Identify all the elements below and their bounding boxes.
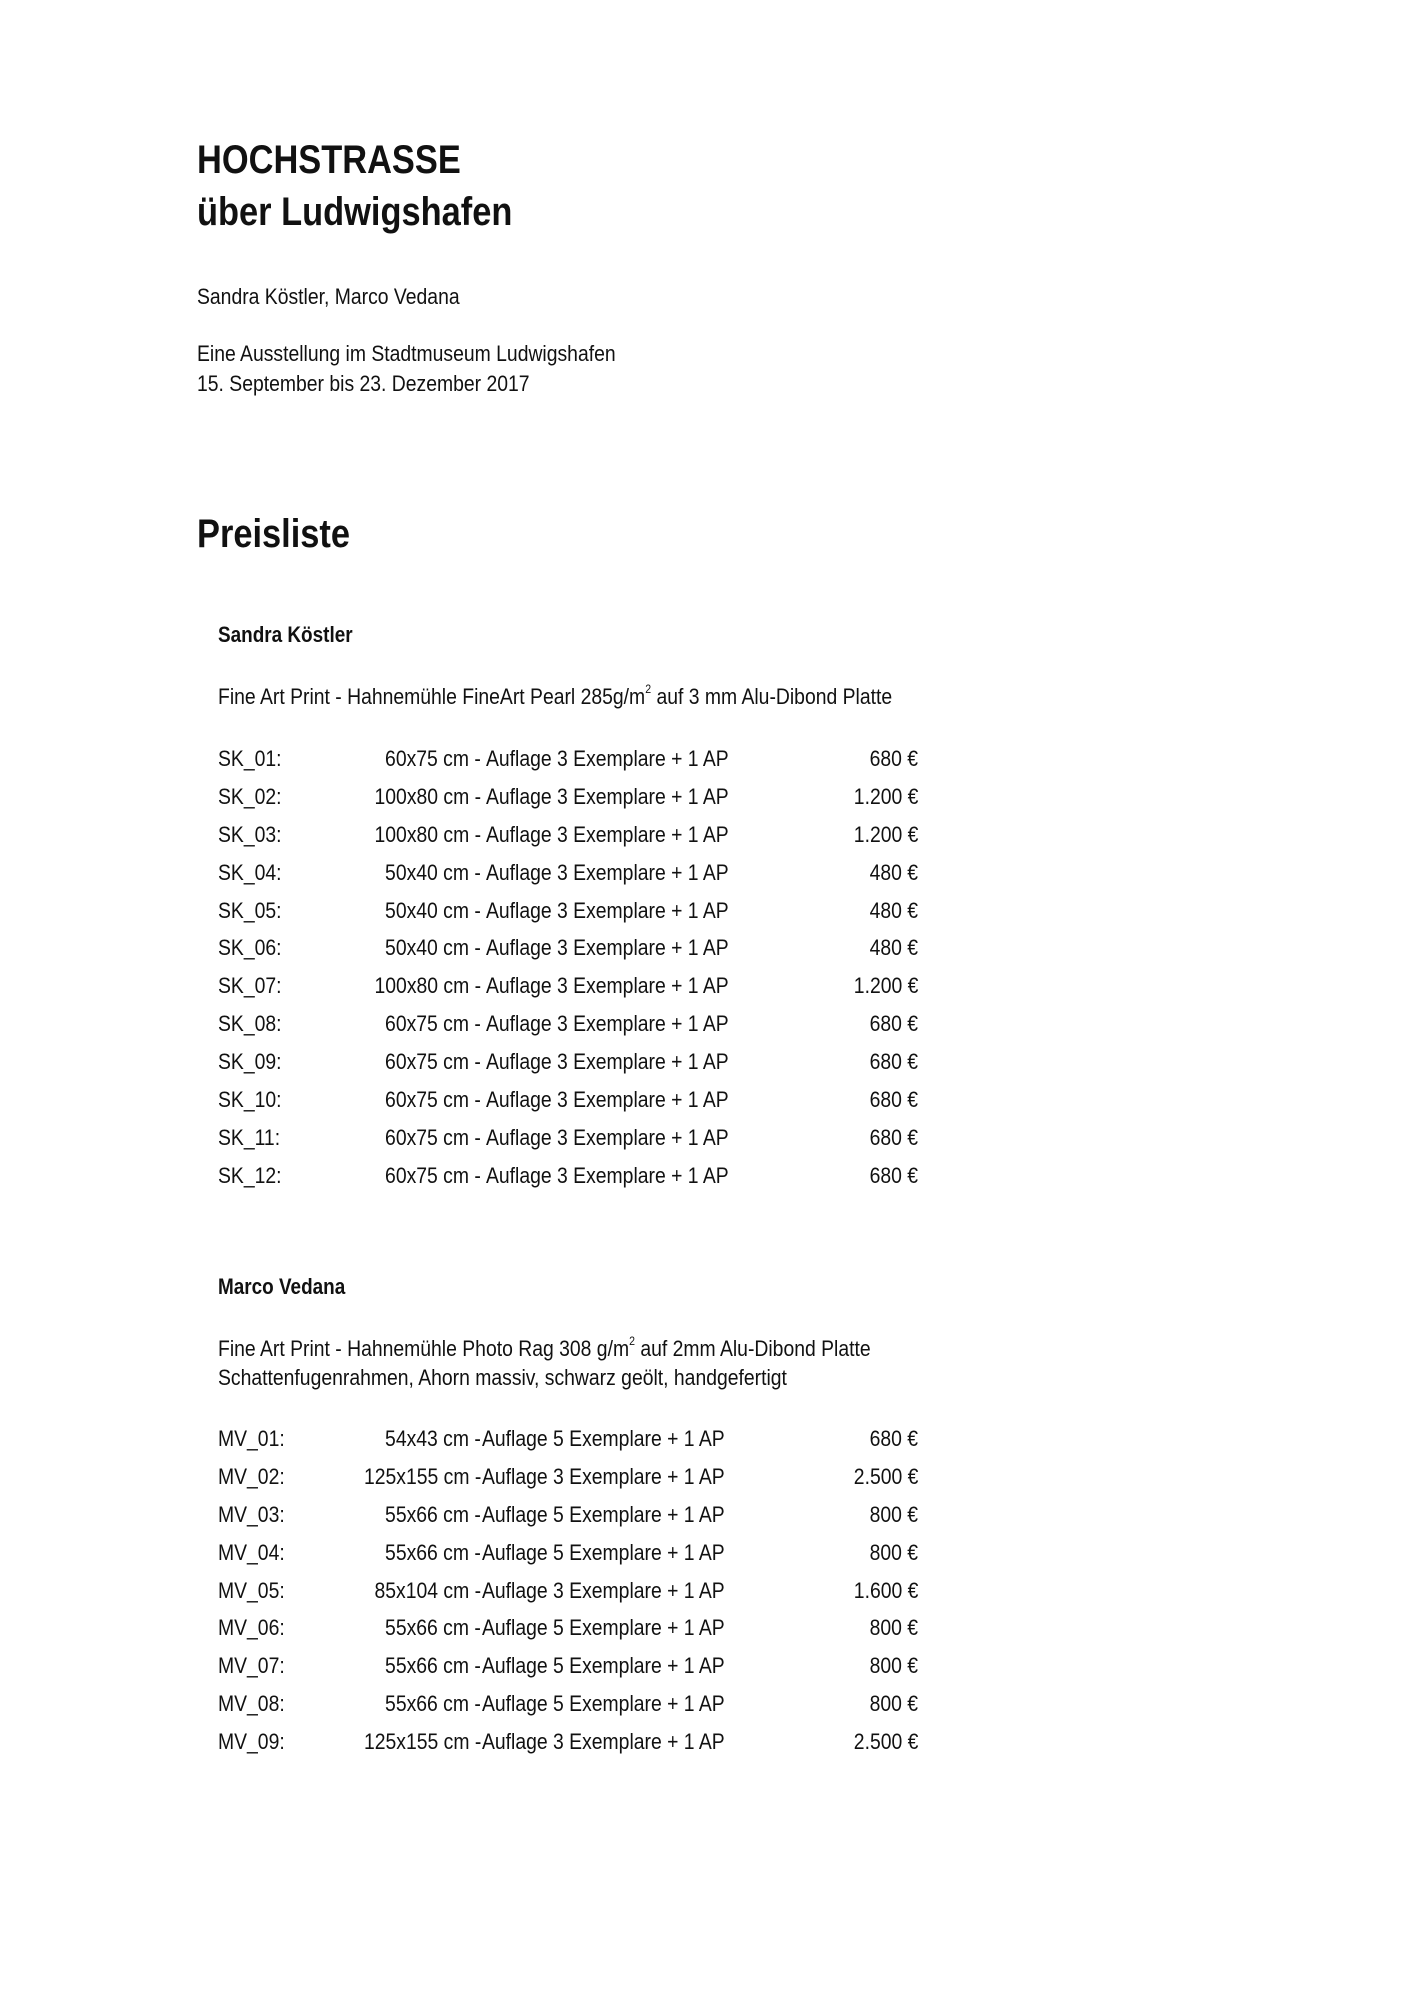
item-edition: Auflage 5 Exemplare + 1 AP — [482, 1539, 725, 1565]
item-edition: Auflage 3 Exemplare + 1 AP — [486, 1011, 729, 1037]
item-size: 100x80 cm - — [374, 821, 481, 847]
item-code: SK_05: — [218, 897, 282, 923]
price-table-vedana — [218, 1424, 918, 1765]
exhibition-venue: Eine Ausstellung im Stadtmuseum Ludwigshafen — [197, 341, 616, 366]
item-price: 480 € — [869, 859, 918, 885]
material-description-koestler — [218, 682, 892, 711]
item-price: 2.500 € — [853, 1729, 918, 1755]
superscript-2: 2 — [645, 682, 652, 696]
item-size: 55x66 cm - — [385, 1691, 481, 1717]
item-code: MV_03: — [218, 1501, 285, 1527]
item-price: 1.600 € — [853, 1577, 918, 1603]
table-row — [218, 1727, 918, 1765]
item-price: 680 € — [869, 1011, 918, 1037]
table-row — [218, 1462, 918, 1500]
item-edition: Auflage 3 Exemplare + 1 AP — [482, 1577, 725, 1603]
item-code: SK_11: — [218, 1124, 281, 1150]
item-code: SK_07: — [218, 973, 282, 999]
item-edition: Auflage 5 Exemplare + 1 AP — [482, 1653, 725, 1679]
table-row — [218, 1613, 918, 1651]
table-row — [218, 1500, 918, 1538]
item-price: 680 € — [869, 746, 918, 771]
item-code: MV_06: — [218, 1615, 285, 1641]
artist-name-vedana: Marco Vedana — [218, 1274, 346, 1299]
item-price: 680 € — [869, 1124, 918, 1150]
item-size: 85x104 cm - — [374, 1577, 481, 1603]
item-code: MV_07: — [218, 1653, 285, 1679]
superscript-2: 2 — [629, 1334, 635, 1348]
item-size: 60x75 cm - — [385, 1011, 481, 1037]
table-row — [218, 782, 918, 820]
item-price: 800 € — [869, 1653, 918, 1679]
item-edition: Auflage 3 Exemplare + 1 AP — [482, 1463, 725, 1489]
item-price: 800 € — [869, 1691, 918, 1717]
table-row — [218, 1161, 918, 1199]
table-row — [218, 1085, 918, 1123]
item-size: 125x155 cm - — [363, 1463, 481, 1489]
title-line-1: HOCHSTRASSE — [197, 138, 461, 182]
item-code: SK_10: — [218, 1087, 282, 1113]
table-row — [218, 896, 918, 934]
item-code: MV_02: — [218, 1463, 285, 1489]
item-edition: Auflage 5 Exemplare + 1 AP — [482, 1615, 725, 1641]
item-size: 54x43 cm - — [385, 1426, 481, 1451]
item-code: MV_04: — [218, 1539, 285, 1565]
item-edition: Auflage 3 Exemplare + 1 AP — [486, 1049, 729, 1075]
item-edition: Auflage 3 Exemplare + 1 AP — [486, 935, 729, 961]
table-row — [218, 1424, 918, 1462]
item-price: 680 € — [869, 1087, 918, 1113]
artist-name-koestler: Sandra Köstler — [218, 622, 353, 647]
item-size: 50x40 cm - — [385, 897, 481, 923]
item-edition: Auflage 3 Exemplare + 1 AP — [486, 1124, 729, 1150]
item-edition: Auflage 5 Exemplare + 1 AP — [482, 1426, 725, 1451]
authors: Sandra Köstler, Marco Vedana — [197, 284, 460, 309]
item-price: 1.200 € — [853, 821, 918, 847]
item-code: SK_12: — [218, 1162, 282, 1188]
material-text-cont: auf 3 mm Alu-Dibond Platte — [651, 684, 893, 709]
item-size: 60x75 cm - — [385, 746, 481, 771]
item-size: 60x75 cm - — [385, 1124, 481, 1150]
table-row — [218, 971, 918, 1009]
table-row — [218, 1047, 918, 1085]
item-size: 100x80 cm - — [374, 783, 481, 809]
table-row — [218, 1689, 918, 1727]
item-code: SK_04: — [218, 859, 282, 885]
item-code: SK_02: — [218, 783, 282, 809]
item-code: SK_06: — [218, 935, 282, 961]
item-code: MV_08: — [218, 1691, 285, 1717]
table-row — [218, 1009, 918, 1047]
table-row — [218, 820, 918, 858]
item-code: MV_09: — [218, 1729, 285, 1755]
price-list-heading: Preisliste — [197, 512, 350, 556]
item-size: 55x66 cm - — [385, 1539, 481, 1565]
item-edition: Auflage 3 Exemplare + 1 AP — [486, 746, 729, 771]
item-edition: Auflage 3 Exemplare + 1 AP — [486, 859, 729, 885]
item-code: MV_01: — [218, 1426, 285, 1451]
item-code: SK_03: — [218, 821, 282, 847]
material-text: Fine Art Print - Hahnemühle FineArt Pearl 285g/m — [218, 684, 646, 709]
material-description-vedana — [218, 1334, 871, 1392]
item-price: 2.500 € — [853, 1463, 918, 1489]
material-line-1 — [218, 1334, 871, 1363]
item-size: 100x80 cm - — [374, 973, 481, 999]
exhibition-info — [197, 339, 616, 399]
item-price: 680 € — [869, 1426, 918, 1451]
item-price: 800 € — [869, 1615, 918, 1641]
item-price: 800 € — [869, 1539, 918, 1565]
item-size: 55x66 cm - — [385, 1653, 481, 1679]
item-price: 480 € — [869, 897, 918, 923]
exhibition-dates: 15. September bis 23. Dezember 2017 — [197, 371, 530, 396]
item-size: 60x75 cm - — [385, 1162, 481, 1188]
item-size: 125x155 cm - — [363, 1729, 481, 1755]
title-line-2: über Ludwigshafen — [197, 190, 513, 234]
page-title — [197, 134, 512, 238]
item-edition: Auflage 3 Exemplare + 1 AP — [486, 897, 729, 923]
table-row — [218, 744, 918, 782]
item-edition: Auflage 3 Exemplare + 1 AP — [486, 973, 729, 999]
table-row — [218, 933, 918, 971]
item-edition: Auflage 3 Exemplare + 1 AP — [486, 1162, 729, 1188]
material-text-cont: auf 2mm Alu-Dibond Platte — [634, 1336, 871, 1361]
item-price: 800 € — [869, 1501, 918, 1527]
item-edition: Auflage 5 Exemplare + 1 AP — [482, 1501, 725, 1527]
item-size: 55x66 cm - — [385, 1501, 481, 1527]
item-price: 480 € — [869, 935, 918, 961]
item-price: 1.200 € — [853, 973, 918, 999]
table-row — [218, 1651, 918, 1689]
table-row — [218, 1123, 918, 1161]
item-code: SK_01: — [218, 746, 282, 771]
item-edition: Auflage 3 Exemplare + 1 AP — [486, 783, 729, 809]
item-price: 680 € — [869, 1162, 918, 1188]
item-code: SK_09: — [218, 1049, 282, 1075]
table-row — [218, 858, 918, 896]
item-code: MV_05: — [218, 1577, 285, 1603]
item-size: 50x40 cm - — [385, 935, 481, 961]
item-price: 680 € — [869, 1049, 918, 1075]
table-row — [218, 1576, 918, 1614]
item-edition: Auflage 3 Exemplare + 1 AP — [486, 821, 729, 847]
item-size: 60x75 cm - — [385, 1087, 481, 1113]
item-code: SK_08: — [218, 1011, 282, 1037]
item-size: 55x66 cm - — [385, 1615, 481, 1641]
item-price: 1.200 € — [853, 783, 918, 809]
material-line-1 — [218, 682, 892, 711]
material-line-2: Schattenfugenrahmen, Ahorn massiv, schwarz geölt, handgefertigt — [218, 1365, 787, 1390]
item-edition: Auflage 3 Exemplare + 1 AP — [486, 1087, 729, 1113]
material-text: Fine Art Print - Hahnemühle Photo Rag 308 g/m — [218, 1336, 630, 1361]
price-table-koestler — [218, 744, 918, 1199]
table-row — [218, 1538, 918, 1576]
item-edition: Auflage 5 Exemplare + 1 AP — [482, 1691, 725, 1717]
item-size: 60x75 cm - — [385, 1049, 481, 1075]
item-size: 50x40 cm - — [385, 859, 481, 885]
item-edition: Auflage 3 Exemplare + 1 AP — [482, 1729, 725, 1755]
